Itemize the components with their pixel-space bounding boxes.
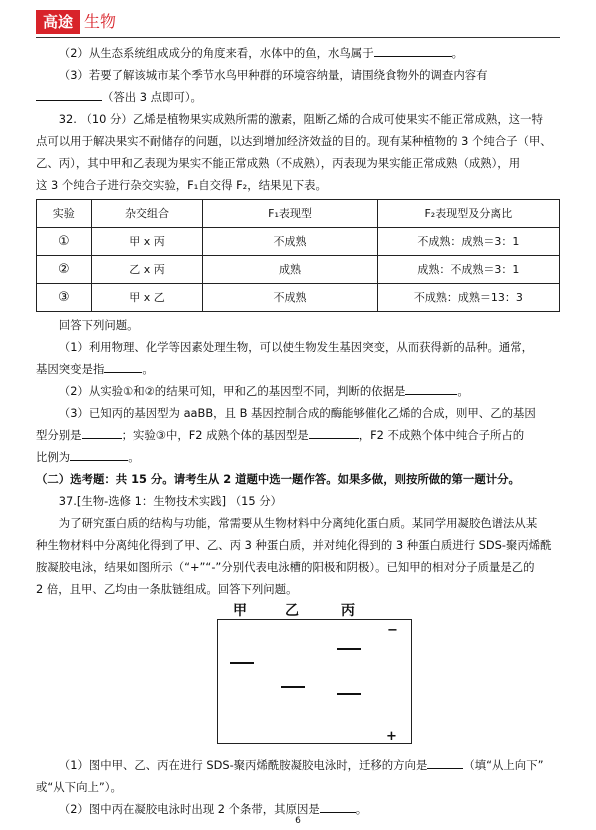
answer-blank [320, 798, 356, 813]
q37-text: 种生物材料中分离纯化得到了甲、乙、丙 3 种蛋白质，并对纯化得到的 3 种蛋白质进行 SDS-聚丙烯酰 [36, 538, 552, 552]
table-header: 杂交组合 [91, 200, 203, 228]
table-cell: ② [37, 256, 92, 284]
table-header-row [37, 200, 560, 228]
table-cell: 乙 x 丙 [91, 256, 203, 284]
header-divider [36, 37, 560, 38]
q37-title: 37.[生物-选修 1：生物技术实践] （15 分） [58, 494, 282, 508]
subject-label: 生物 [84, 12, 117, 31]
q32-text: 点可以用于解决果实不耐储存的问题，以达到增加经济效益的目的。现有某种植物的 3 个纯合子（甲、 [36, 134, 552, 148]
table-cell: 成熟：不成熟＝3：1 [377, 256, 559, 284]
answer-blank [374, 42, 452, 57]
table-row [37, 284, 560, 312]
q32-text: 32. （10 分）乙烯是植物果实成熟所需的激素，阻断乙烯的合成可使果实不能正常成熟，这一特 [58, 112, 543, 126]
question-line: 或“从下向上”）。 [36, 780, 122, 794]
document-body [36, 42, 560, 820]
question-line: （2）图中丙在凝胶电泳时出现 2 个条带，其原因是 。 [36, 798, 560, 820]
question-line: （2）从生态系统组成成分的角度来看，水体中的鱼，水鸟属于 。 [36, 42, 560, 64]
band-jia [230, 662, 254, 664]
answer-blank [309, 424, 359, 439]
q32-text: 这 3 个纯合子进行杂交实验，F₁自交得 F₂，结果见下表。 [36, 178, 327, 192]
table-cell: 甲 x 乙 [91, 284, 203, 312]
question-line: （1）图中甲、乙、丙在进行 SDS-聚丙烯酰胺凝胶电泳时，迁移的方向是 （填“从上向下” [36, 754, 560, 776]
question-line: 比例为 。 [36, 446, 560, 468]
anode-label: + [386, 729, 397, 744]
q37-text: 为了研究蛋白质的结构与功能，常需要从生物材料中分离纯化蛋白质。某同学用凝胶色谱法从某 [58, 516, 538, 530]
question-line: （3）若要了解该城市某个季节水鸟甲种群的环境容纳量，请围绕食物外的调查内容有 [58, 68, 488, 82]
table-cell: ③ [37, 284, 92, 312]
q32-text: 乙、丙），其中甲和乙表现为果实不能正常成熟（不成熟），丙表现为果实能正常成熟（成熟），用 [36, 156, 521, 170]
q37-text: 2 倍，且甲、乙均由一条肽链组成。回答下列问题。 [36, 582, 298, 596]
question-line: （1）利用物理、化学等因素处理生物，可以使生物发生基因突变，从而获得新的品种。通常， [58, 340, 534, 354]
answer-blank [405, 380, 457, 395]
question-line: 基因突变是指 。 [36, 358, 560, 380]
table-cell: 甲 x 丙 [91, 228, 203, 256]
answer-blank [104, 358, 142, 373]
experiment-table [36, 199, 560, 312]
lane-label-jia: 甲 [233, 603, 247, 619]
table-cell: 不成熟 [203, 228, 377, 256]
table-row [37, 256, 560, 284]
band-bing-upper [337, 648, 361, 650]
question-line: 型分别是 ；实验③中，F2 成熟个体的基因型是 ，F2 不成熟个体中纯合子所占的 [36, 424, 560, 446]
table-header: F₂表现型及分离比 [377, 200, 559, 228]
band-bing-lower [337, 693, 361, 695]
table-header: 实验 [37, 200, 92, 228]
table-cell: 成熟 [203, 256, 377, 284]
question-line: 回答下列问题。 [58, 318, 139, 332]
table-cell: ① [37, 228, 92, 256]
table-cell: 不成熟：成熟＝3：1 [377, 228, 559, 256]
question-line: （答出 3 点即可）。 [36, 86, 560, 108]
answer-blank [70, 446, 128, 461]
q37-text: 胺凝胶电泳，结果如图所示（“+”“-”分别代表电泳槽的阳极和阴极）。已知甲的相对分子质量是乙的 [36, 560, 535, 574]
gel-frame [217, 619, 412, 744]
answer-blank [82, 424, 122, 439]
logo: 高途 [36, 10, 80, 34]
answer-blank [36, 86, 102, 101]
table-row [37, 228, 560, 256]
table-cell: 不成熟 [203, 284, 377, 312]
lane-label-bing: 丙 [341, 603, 355, 619]
lane-label-yi: 乙 [285, 603, 299, 619]
answer-blank [427, 754, 463, 769]
page-header [36, 8, 560, 38]
table-cell: 不成熟：成熟＝13：3 [377, 284, 559, 312]
electrophoresis-figure [36, 600, 560, 748]
cathode-label: − [387, 623, 398, 638]
page-number: 6 [295, 816, 301, 826]
table-header: F₁表现型 [203, 200, 377, 228]
band-yi [281, 686, 305, 688]
question-line: （2）从实验①和②的结果可知，甲和乙的基因型不同，判断的依据是 。 [36, 380, 560, 402]
question-line: （3）已知丙的基因型为 aaBB，且 B 基因控制合成的酶能够催化乙烯的合成，则甲、乙的基因 [58, 406, 536, 420]
section-heading: （二）选考题：共 15 分。请考生从 2 道题中选一题作答。如果多做，则按所做的第一题计分。 [36, 472, 520, 486]
